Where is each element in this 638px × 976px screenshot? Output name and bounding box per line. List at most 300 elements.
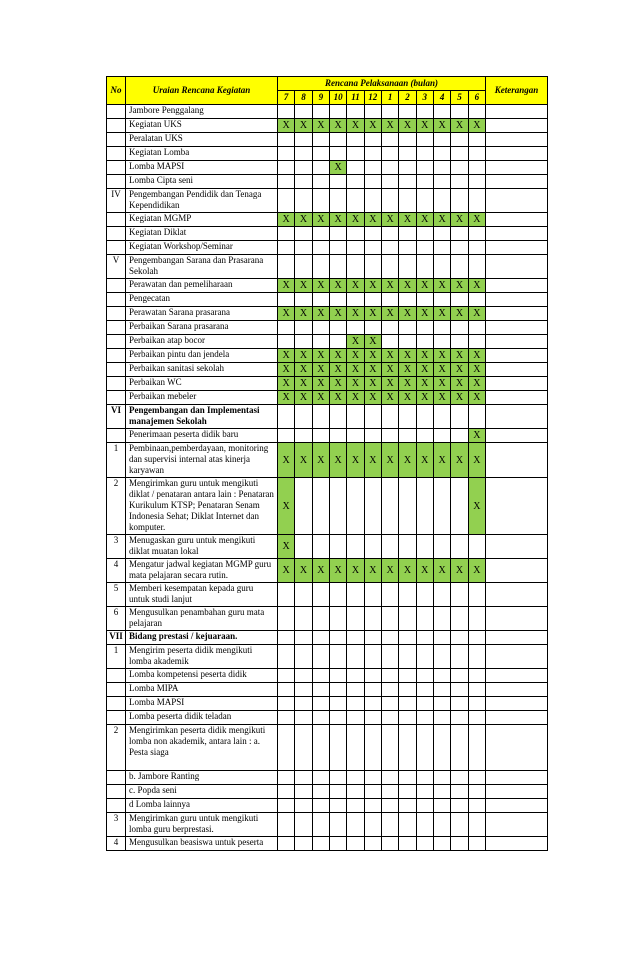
month-mark-cell: X xyxy=(347,119,364,133)
month-mark-cell: X xyxy=(416,119,433,133)
month-cell xyxy=(381,241,398,255)
month-mark-cell: X xyxy=(329,307,346,321)
month-cell xyxy=(451,631,468,645)
month-mark-cell: X xyxy=(399,443,416,478)
keterangan-cell xyxy=(486,213,548,227)
table-row xyxy=(107,669,548,683)
month-cell xyxy=(381,631,398,645)
month-cell xyxy=(329,631,346,645)
month-mark-cell: X xyxy=(295,349,312,363)
month-mark-cell: X xyxy=(364,349,381,363)
month-cell xyxy=(451,429,468,443)
month-cell xyxy=(416,799,433,813)
month-cell xyxy=(278,293,295,307)
month-cell xyxy=(347,227,364,241)
month-mark-cell: X xyxy=(381,307,398,321)
month-cell xyxy=(347,161,364,175)
row-number: IV xyxy=(107,189,126,213)
month-cell xyxy=(381,189,398,213)
month-cell xyxy=(312,771,329,785)
month-cell xyxy=(312,837,329,851)
month-cell xyxy=(312,133,329,147)
month-cell xyxy=(433,645,450,669)
month-cell xyxy=(381,697,398,711)
month-cell xyxy=(364,813,381,837)
month-cell xyxy=(433,189,450,213)
month-cell xyxy=(451,133,468,147)
month-cell xyxy=(416,837,433,851)
month-cell xyxy=(329,429,346,443)
keterangan-cell xyxy=(486,349,548,363)
month-cell xyxy=(433,837,450,851)
month-cell xyxy=(468,255,485,279)
activity-label: b. Jambore Ranting xyxy=(126,771,278,785)
month-cell xyxy=(347,255,364,279)
month-mark-cell: X xyxy=(312,443,329,478)
month-cell xyxy=(433,799,450,813)
month-mark-cell: X xyxy=(399,307,416,321)
month-mark-cell: X xyxy=(312,279,329,293)
month-mark-cell: X xyxy=(433,443,450,478)
month-cell xyxy=(295,607,312,631)
keterangan-cell xyxy=(486,559,548,583)
table-row xyxy=(107,785,548,799)
keterangan-cell xyxy=(486,711,548,725)
month-mark-cell: X xyxy=(312,307,329,321)
month-mark-cell: X xyxy=(312,349,329,363)
month-cell xyxy=(312,335,329,349)
month-cell xyxy=(468,535,485,559)
month-mark-cell: X xyxy=(381,391,398,405)
month-cell xyxy=(381,771,398,785)
keterangan-cell xyxy=(486,631,548,645)
row-number: 2 xyxy=(107,725,126,771)
month-mark-cell: X xyxy=(399,119,416,133)
month-mark-cell: X xyxy=(381,279,398,293)
month-mark-cell: X xyxy=(399,377,416,391)
month-cell xyxy=(278,321,295,335)
row-number xyxy=(107,105,126,119)
table-row xyxy=(107,535,548,559)
table-row xyxy=(107,363,548,377)
month-cell xyxy=(468,161,485,175)
month-mark-cell: X xyxy=(347,443,364,478)
activity-label: Perbaikan mebeler xyxy=(126,391,278,405)
month-mark-cell: X xyxy=(381,443,398,478)
month-cell xyxy=(312,813,329,837)
month-cell xyxy=(416,631,433,645)
month-mark-cell: X xyxy=(347,335,364,349)
month-mark-cell: X xyxy=(295,307,312,321)
month-cell xyxy=(468,813,485,837)
month-cell xyxy=(451,697,468,711)
month-cell xyxy=(278,813,295,837)
month-cell xyxy=(451,535,468,559)
activity-label: Menugaskan guru untuk mengikuti diklat muatan lokal xyxy=(126,535,278,559)
table-row xyxy=(107,837,548,851)
month-cell xyxy=(312,725,329,771)
activity-label: Lomba peserta didik teladan xyxy=(126,711,278,725)
month-mark-cell: X xyxy=(329,377,346,391)
activity-label: Bidang prestasi / kejuaraan. xyxy=(126,631,278,645)
month-cell xyxy=(364,711,381,725)
month-mark-cell: X xyxy=(468,213,485,227)
activity-label: Pengecatan xyxy=(126,293,278,307)
month-mark-cell: X xyxy=(416,391,433,405)
activity-label: Perawatan Sarana prasarana xyxy=(126,307,278,321)
month-cell xyxy=(312,241,329,255)
month-cell xyxy=(433,711,450,725)
month-mark-cell: X xyxy=(451,559,468,583)
month-cell xyxy=(381,147,398,161)
month-cell xyxy=(312,105,329,119)
month-cell xyxy=(468,669,485,683)
month-mark-cell: X xyxy=(295,213,312,227)
month-mark-cell: X xyxy=(399,559,416,583)
month-cell xyxy=(416,429,433,443)
table-row xyxy=(107,147,548,161)
row-number: 1 xyxy=(107,645,126,669)
table-row xyxy=(107,241,548,255)
header-keterangan: Keterangan xyxy=(486,77,548,105)
month-mark-cell: X xyxy=(278,349,295,363)
keterangan-cell xyxy=(486,119,548,133)
month-cell xyxy=(312,799,329,813)
month-cell xyxy=(329,293,346,307)
month-mark-cell: X xyxy=(329,443,346,478)
month-cell xyxy=(364,771,381,785)
month-cell xyxy=(451,725,468,771)
month-cell xyxy=(381,161,398,175)
month-cell xyxy=(295,631,312,645)
month-cell xyxy=(399,645,416,669)
month-cell xyxy=(433,405,450,429)
month-cell xyxy=(329,105,346,119)
month-cell xyxy=(278,161,295,175)
month-cell xyxy=(329,645,346,669)
month-mark-cell: X xyxy=(381,213,398,227)
month-cell xyxy=(381,175,398,189)
month-cell xyxy=(399,813,416,837)
row-number xyxy=(107,711,126,725)
month-cell xyxy=(364,607,381,631)
month-mark-cell: X xyxy=(468,559,485,583)
table-row xyxy=(107,349,548,363)
month-mark-cell: X xyxy=(329,559,346,583)
keterangan-cell xyxy=(486,189,548,213)
activity-label: Mengatur jadwal kegiatan MGMP guru mata pelajaran secara rutin. xyxy=(126,559,278,583)
month-cell xyxy=(278,189,295,213)
month-cell xyxy=(451,293,468,307)
month-mark-cell: X xyxy=(433,559,450,583)
month-mark-cell: X xyxy=(329,349,346,363)
month-cell xyxy=(381,725,398,771)
keterangan-cell xyxy=(486,391,548,405)
month-mark-cell: X xyxy=(468,478,485,535)
table-row xyxy=(107,405,548,429)
month-cell xyxy=(451,607,468,631)
month-cell xyxy=(416,321,433,335)
month-mark-cell: X xyxy=(347,307,364,321)
month-cell xyxy=(278,583,295,607)
month-cell xyxy=(295,583,312,607)
month-cell xyxy=(451,771,468,785)
month-mark-cell: X xyxy=(468,279,485,293)
keterangan-cell xyxy=(486,725,548,771)
month-cell xyxy=(433,105,450,119)
keterangan-cell xyxy=(486,478,548,535)
activity-label: Jambore Penggalang xyxy=(126,105,278,119)
row-number: VII xyxy=(107,631,126,645)
month-cell xyxy=(416,813,433,837)
month-cell xyxy=(416,133,433,147)
month-mark-cell: X xyxy=(295,443,312,478)
month-cell xyxy=(364,583,381,607)
month-header: 2 xyxy=(399,91,416,105)
month-mark-cell: X xyxy=(278,377,295,391)
month-cell xyxy=(295,697,312,711)
month-cell xyxy=(312,429,329,443)
month-cell xyxy=(347,607,364,631)
row-number xyxy=(107,799,126,813)
month-cell xyxy=(416,175,433,189)
keterangan-cell xyxy=(486,335,548,349)
table-row xyxy=(107,607,548,631)
month-cell xyxy=(433,321,450,335)
month-cell xyxy=(347,405,364,429)
activity-label: Perbaikan sanitasi sekolah xyxy=(126,363,278,377)
table-row xyxy=(107,321,548,335)
month-cell xyxy=(347,645,364,669)
table-row xyxy=(107,335,548,349)
row-number xyxy=(107,119,126,133)
month-cell xyxy=(312,478,329,535)
month-mark-cell: X xyxy=(451,443,468,478)
month-cell xyxy=(329,133,346,147)
month-cell xyxy=(347,771,364,785)
month-mark-cell: X xyxy=(278,443,295,478)
month-cell xyxy=(278,683,295,697)
month-cell xyxy=(347,631,364,645)
activity-label: Mengusulkan penambahan guru mata pelajaran xyxy=(126,607,278,631)
month-cell xyxy=(468,785,485,799)
month-cell xyxy=(329,725,346,771)
month-cell xyxy=(364,799,381,813)
activity-label: Kegiatan UKS xyxy=(126,119,278,133)
month-mark-cell: X xyxy=(433,279,450,293)
month-cell xyxy=(312,785,329,799)
row-number xyxy=(107,771,126,785)
month-cell xyxy=(329,175,346,189)
activity-label: Lomba MAPSI xyxy=(126,697,278,711)
month-mark-cell: X xyxy=(278,363,295,377)
month-cell xyxy=(416,227,433,241)
month-cell xyxy=(451,105,468,119)
month-cell xyxy=(416,725,433,771)
month-cell xyxy=(381,321,398,335)
month-cell xyxy=(329,813,346,837)
month-mark-cell: X xyxy=(347,377,364,391)
month-cell xyxy=(347,321,364,335)
activity-label: Peralatan UKS xyxy=(126,133,278,147)
month-cell xyxy=(381,837,398,851)
month-cell xyxy=(451,478,468,535)
month-mark-cell: X xyxy=(295,377,312,391)
table-row xyxy=(107,175,548,189)
row-number xyxy=(107,175,126,189)
month-cell xyxy=(381,293,398,307)
keterangan-cell xyxy=(486,785,548,799)
month-mark-cell: X xyxy=(278,279,295,293)
month-cell xyxy=(468,133,485,147)
month-mark-cell: X xyxy=(364,559,381,583)
activity-label: Perbaikan pintu dan jendela xyxy=(126,349,278,363)
activity-schedule-table xyxy=(106,76,548,851)
row-number: 4 xyxy=(107,837,126,851)
keterangan-cell xyxy=(486,147,548,161)
month-header: 4 xyxy=(433,91,450,105)
month-cell xyxy=(295,535,312,559)
month-mark-cell: X xyxy=(433,119,450,133)
month-cell xyxy=(295,405,312,429)
keterangan-cell xyxy=(486,241,548,255)
month-mark-cell: X xyxy=(468,377,485,391)
row-number xyxy=(107,785,126,799)
row-number xyxy=(107,669,126,683)
month-cell xyxy=(433,241,450,255)
table-row xyxy=(107,813,548,837)
month-cell xyxy=(312,189,329,213)
activity-label: Pengembangan Sarana dan Prasarana Sekolah xyxy=(126,255,278,279)
month-cell xyxy=(433,147,450,161)
table-row xyxy=(107,583,548,607)
row-number xyxy=(107,241,126,255)
month-mark-cell: X xyxy=(399,363,416,377)
month-cell xyxy=(416,535,433,559)
month-cell xyxy=(399,161,416,175)
month-cell xyxy=(399,105,416,119)
month-cell xyxy=(295,813,312,837)
month-cell xyxy=(468,335,485,349)
month-cell xyxy=(329,321,346,335)
month-cell xyxy=(468,645,485,669)
table-body xyxy=(107,105,548,851)
month-cell xyxy=(278,105,295,119)
month-mark-cell: X xyxy=(399,349,416,363)
month-header: 10 xyxy=(329,91,346,105)
month-cell xyxy=(364,697,381,711)
month-cell xyxy=(278,607,295,631)
month-mark-cell: X xyxy=(347,349,364,363)
activity-label: Pengembangan Pendidik dan Tenaga Kependidikan xyxy=(126,189,278,213)
month-cell xyxy=(329,607,346,631)
month-mark-cell: X xyxy=(364,377,381,391)
keterangan-cell xyxy=(486,363,548,377)
table-row xyxy=(107,161,548,175)
month-mark-cell: X xyxy=(381,363,398,377)
month-mark-cell: X xyxy=(347,213,364,227)
month-header: 8 xyxy=(295,91,312,105)
month-cell xyxy=(433,631,450,645)
month-cell xyxy=(295,147,312,161)
month-cell xyxy=(347,669,364,683)
month-cell xyxy=(399,293,416,307)
month-cell xyxy=(451,813,468,837)
activity-label: Pembinaan,pemberdayaan, monitoring dan supervisi internal atas kinerja karyawan xyxy=(126,443,278,478)
month-mark-cell: X xyxy=(416,443,433,478)
month-cell xyxy=(381,607,398,631)
month-mark-cell: X xyxy=(295,279,312,293)
month-mark-cell: X xyxy=(433,377,450,391)
month-mark-cell: X xyxy=(364,363,381,377)
month-mark-cell: X xyxy=(278,213,295,227)
month-header: 7 xyxy=(278,91,295,105)
month-mark-cell: X xyxy=(468,119,485,133)
month-header: 3 xyxy=(416,91,433,105)
month-cell xyxy=(295,837,312,851)
month-cell xyxy=(364,175,381,189)
row-number xyxy=(107,133,126,147)
month-cell xyxy=(381,799,398,813)
month-cell xyxy=(433,133,450,147)
month-cell xyxy=(278,631,295,645)
month-cell xyxy=(347,241,364,255)
month-cell xyxy=(416,771,433,785)
month-cell xyxy=(399,697,416,711)
month-mark-cell: X xyxy=(312,363,329,377)
keterangan-cell xyxy=(486,307,548,321)
month-mark-cell: X xyxy=(278,559,295,583)
month-mark-cell: X xyxy=(468,429,485,443)
month-cell xyxy=(364,227,381,241)
month-cell xyxy=(416,669,433,683)
month-mark-cell: X xyxy=(451,307,468,321)
row-number: V xyxy=(107,255,126,279)
month-cell xyxy=(399,785,416,799)
keterangan-cell xyxy=(486,377,548,391)
month-cell xyxy=(312,405,329,429)
month-mark-cell: X xyxy=(329,161,346,175)
month-cell xyxy=(295,321,312,335)
month-cell xyxy=(364,535,381,559)
month-mark-cell: X xyxy=(347,559,364,583)
month-mark-cell: X xyxy=(399,213,416,227)
row-number: 6 xyxy=(107,607,126,631)
activity-label: Mengusulkan beasiswa untuk peserta xyxy=(126,837,278,851)
month-mark-cell: X xyxy=(278,307,295,321)
activity-label: Memberi kesempatan kepada guru untuk studi lanjut xyxy=(126,583,278,607)
month-cell xyxy=(278,837,295,851)
month-cell xyxy=(295,175,312,189)
month-cell xyxy=(399,725,416,771)
keterangan-cell xyxy=(486,669,548,683)
month-mark-cell: X xyxy=(329,391,346,405)
month-cell xyxy=(433,255,450,279)
month-cell xyxy=(399,583,416,607)
month-cell xyxy=(451,405,468,429)
month-mark-cell: X xyxy=(364,443,381,478)
month-cell xyxy=(451,799,468,813)
month-mark-cell: X xyxy=(416,307,433,321)
month-mark-cell: X xyxy=(416,279,433,293)
month-cell xyxy=(312,321,329,335)
month-mark-cell: X xyxy=(278,478,295,535)
month-cell xyxy=(399,771,416,785)
row-number: 5 xyxy=(107,583,126,607)
month-cell xyxy=(347,105,364,119)
month-mark-cell: X xyxy=(381,119,398,133)
month-cell xyxy=(468,837,485,851)
